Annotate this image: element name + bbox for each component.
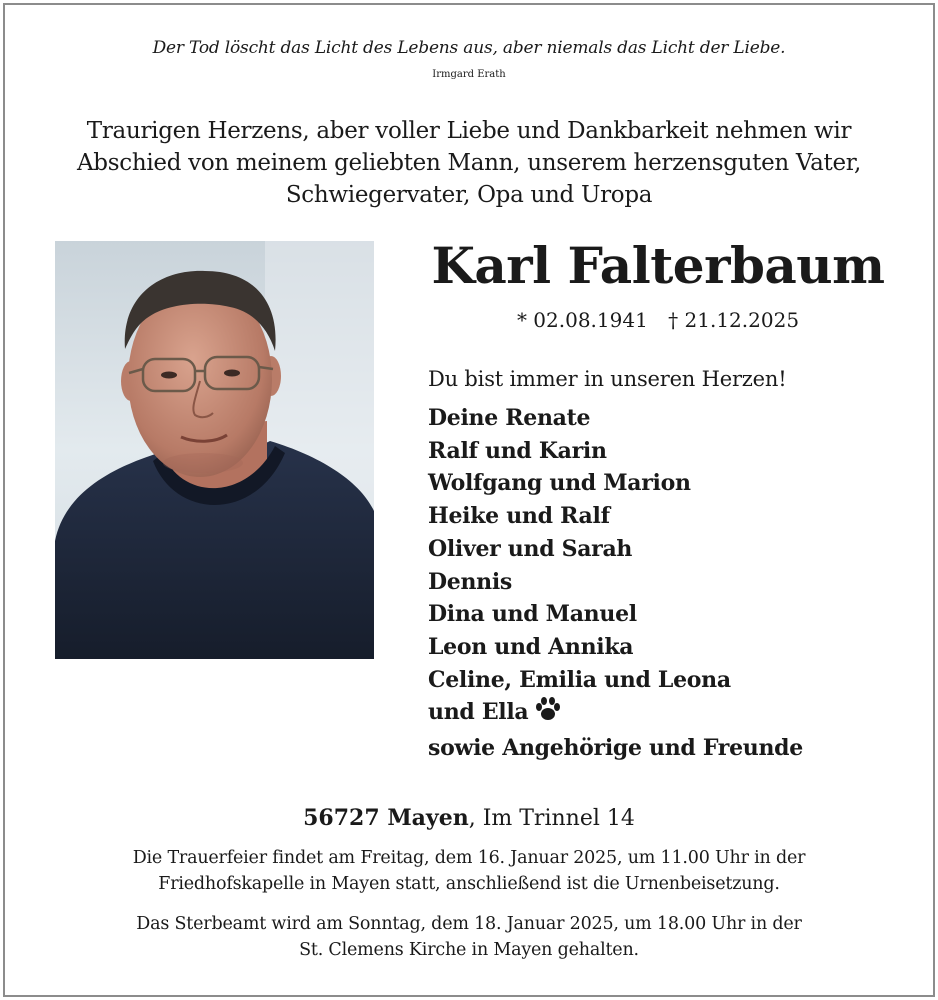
paw-print-icon xyxy=(534,696,562,732)
family-member-with-pet xyxy=(428,696,803,732)
quote-text: Der Tod löscht das Licht des Lebens aus, aber niemals das Licht der Liebe. xyxy=(152,38,786,58)
birth-date: * 02.08.1941 xyxy=(516,308,648,332)
quote-author: Irmgard Erath xyxy=(432,69,506,80)
family-member: Deine Renate xyxy=(428,405,591,431)
family-member: Celine, Emilia und Leona xyxy=(428,666,731,693)
address-street: , Im Trinnel 14 xyxy=(468,806,635,831)
family-member: Oliver und Sarah xyxy=(428,535,633,562)
intro-text xyxy=(0,115,938,211)
intro-line: Abschied von meinem geliebten Mann, unserem herzensguten Vater, xyxy=(77,150,861,176)
intro-line: Traurigen Herzens, aber voller Liebe und Dankbarkeit nehmen wir xyxy=(86,118,852,144)
life-dates xyxy=(408,308,908,332)
funeral-info xyxy=(0,845,938,897)
family-member: und Ella xyxy=(428,699,529,726)
family-member: Leon und Annika xyxy=(428,633,634,660)
requiem-line: Das Sterbeamt wird am Sonntag, dem 18. Januar 2025, um 18.00 Uhr in der xyxy=(136,914,802,934)
family-member: sowie Angehörige und Freunde xyxy=(428,735,803,762)
family-list xyxy=(428,402,803,765)
family-member: Heike und Ralf xyxy=(428,503,610,530)
intro-line: Schwiegervater, Opa und Uropa xyxy=(285,182,653,208)
death-date: † 21.12.2025 xyxy=(668,308,800,332)
family-member: Ralf und Karin xyxy=(428,437,607,464)
portrait-photo xyxy=(55,241,374,659)
requiem-info xyxy=(0,911,938,963)
family-member: Wolfgang und Marion xyxy=(428,470,691,497)
funeral-line: Friedhofskapelle in Mayen statt, anschließend ist die Urnenbeisetzung. xyxy=(158,874,780,894)
deceased-name: Karl Falterbaum xyxy=(431,236,885,295)
address xyxy=(0,805,938,831)
funeral-line: Die Trauerfeier findet am Freitag, dem 16. Januar 2025, um 11.00 Uhr in der xyxy=(132,848,806,868)
tagline: Du bist immer in unseren Herzen! xyxy=(428,367,787,391)
family-member: Dina und Manuel xyxy=(428,601,637,628)
requiem-line: St. Clemens Kirche in Mayen gehalten. xyxy=(299,940,639,960)
family-member: Dennis xyxy=(428,568,513,595)
address-city: 56727 Mayen xyxy=(303,805,469,831)
